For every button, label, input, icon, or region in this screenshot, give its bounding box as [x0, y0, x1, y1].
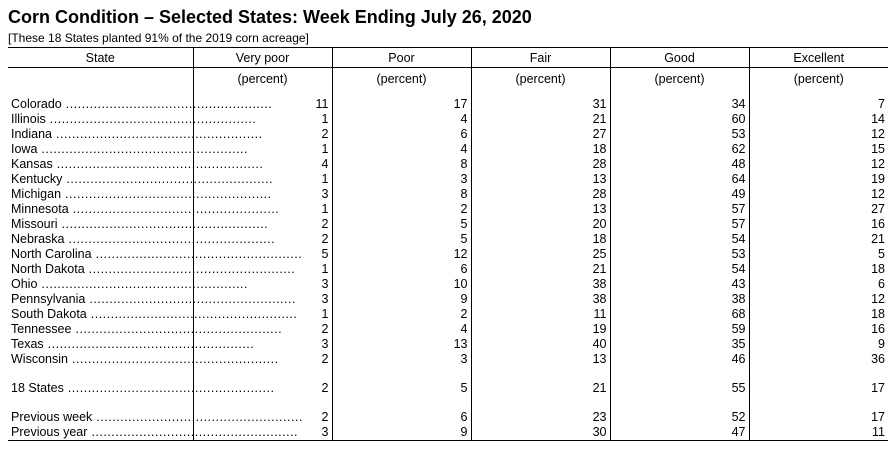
- value-cell-fair: 20: [471, 217, 610, 232]
- value-cell-very-poor: 3: [193, 277, 332, 292]
- value-cell-very-poor: 1: [193, 202, 332, 217]
- value-cell-good: 47: [610, 425, 749, 441]
- state-label-with-leader: [11, 352, 279, 367]
- leader-dots: ....................................................: [56, 157, 264, 171]
- state-cell: [8, 142, 248, 157]
- value-cell-excellent: 21: [749, 232, 888, 247]
- state-name: Previous year: [11, 425, 88, 439]
- value-cell-excellent: 14: [749, 112, 888, 127]
- leader-dots: ....................................................: [65, 97, 273, 111]
- header-row: [8, 48, 888, 68]
- state-label-with-leader: [11, 307, 298, 322]
- state-name: Wisconsin: [11, 352, 68, 366]
- total-row: [8, 367, 888, 396]
- unit-label: (percent): [471, 68, 610, 91]
- state-label-with-leader: [11, 410, 303, 425]
- state-name: Kansas: [11, 157, 53, 171]
- state-name: Iowa: [11, 142, 38, 156]
- state-cell: [8, 367, 275, 396]
- state-name: Ohio: [11, 277, 38, 291]
- value-cell-good: 38: [610, 292, 749, 307]
- leader-dots: ....................................................: [96, 410, 303, 424]
- value-cell-good: 60: [610, 112, 749, 127]
- column-header-very-poor: Very poor: [193, 48, 332, 68]
- state-cell: [8, 217, 269, 232]
- units-blank-cell: [8, 68, 193, 91]
- value-cell-excellent: 7: [749, 90, 888, 112]
- column-header-excellent: Excellent: [749, 48, 888, 68]
- column-header-good: Good: [610, 48, 749, 68]
- value-cell-excellent: 12: [749, 292, 888, 307]
- value-cell-good: 34: [610, 90, 749, 112]
- state-row: [8, 112, 888, 127]
- leader-dots: ....................................................: [75, 322, 283, 336]
- value-cell-fair: 11: [471, 307, 610, 322]
- value-cell-very-poor: 3: [193, 337, 332, 352]
- value-cell-very-poor: 2: [193, 396, 332, 425]
- value-cell-excellent: 19: [749, 172, 888, 187]
- state-label-with-leader: [11, 142, 248, 157]
- value-cell-poor: 2: [332, 202, 471, 217]
- state-row: [8, 90, 888, 112]
- state-row: [8, 352, 888, 367]
- state-name: Kentucky: [11, 172, 63, 186]
- value-cell-poor: 17: [332, 90, 471, 112]
- state-label-with-leader: [11, 277, 248, 292]
- value-cell-poor: 6: [332, 127, 471, 142]
- leader-dots: ....................................................: [72, 202, 280, 216]
- value-cell-good: 57: [610, 202, 749, 217]
- value-cell-poor: 12: [332, 247, 471, 262]
- state-cell: [8, 187, 272, 202]
- column-header-state: State: [8, 48, 193, 68]
- value-cell-fair: 28: [471, 157, 610, 172]
- value-cell-good: 54: [610, 232, 749, 247]
- state-label-with-leader: [11, 292, 296, 307]
- value-cell-fair: 21: [471, 367, 610, 396]
- state-label-with-leader: [11, 425, 299, 440]
- value-cell-fair: 28: [471, 187, 610, 202]
- state-name: Tennessee: [11, 322, 72, 336]
- value-cell-very-poor: 1: [193, 307, 332, 322]
- leader-dots: ....................................................: [95, 247, 303, 261]
- state-label-with-leader: [11, 381, 275, 396]
- value-cell-fair: 19: [471, 322, 610, 337]
- value-cell-very-poor: 3: [193, 292, 332, 307]
- state-row: [8, 247, 888, 262]
- value-cell-poor: 8: [332, 157, 471, 172]
- leader-dots: ....................................................: [71, 352, 279, 366]
- state-row: [8, 157, 888, 172]
- value-cell-good: 43: [610, 277, 749, 292]
- value-cell-fair: 31: [471, 90, 610, 112]
- state-label-with-leader: [11, 97, 273, 112]
- value-cell-very-poor: 1: [193, 142, 332, 157]
- state-cell: [8, 112, 257, 127]
- value-cell-poor: 5: [332, 217, 471, 232]
- state-name: Pennsylvania: [11, 292, 86, 306]
- leader-dots: ....................................................: [47, 337, 255, 351]
- value-cell-good: 48: [610, 157, 749, 172]
- leader-dots: ....................................................: [88, 262, 296, 276]
- state-cell: [8, 232, 276, 247]
- value-cell-excellent: 15: [749, 142, 888, 157]
- value-cell-poor: 9: [332, 425, 471, 441]
- page-subtitle: [These 18 States planted 91% of the 2019 corn acreage]: [8, 31, 309, 45]
- unit-label: (percent): [193, 68, 332, 91]
- value-cell-poor: 2: [332, 307, 471, 322]
- value-cell-fair: 18: [471, 142, 610, 157]
- value-cell-excellent: 12: [749, 187, 888, 202]
- value-cell-very-poor: 11: [193, 90, 332, 112]
- state-row: [8, 187, 888, 202]
- leader-dots: ....................................................: [67, 381, 275, 395]
- state-cell: [8, 337, 255, 352]
- page-title: Corn Condition – Selected States: Week Ending July 26, 2020: [8, 7, 532, 27]
- value-cell-fair: 13: [471, 352, 610, 367]
- value-cell-excellent: 16: [749, 217, 888, 232]
- state-row: [8, 307, 888, 322]
- state-row: [8, 232, 888, 247]
- value-cell-excellent: 18: [749, 307, 888, 322]
- value-cell-poor: 5: [332, 232, 471, 247]
- value-cell-fair: 13: [471, 172, 610, 187]
- column-header-poor: Poor: [332, 48, 471, 68]
- value-cell-excellent: 11: [749, 425, 888, 441]
- value-cell-very-poor: 2: [193, 232, 332, 247]
- value-cell-good: 54: [610, 262, 749, 277]
- value-cell-excellent: 16: [749, 322, 888, 337]
- leader-dots: ....................................................: [56, 127, 263, 141]
- value-cell-fair: 38: [471, 292, 610, 307]
- state-cell: [8, 90, 273, 112]
- value-cell-fair: 21: [471, 112, 610, 127]
- value-cell-poor: 3: [332, 352, 471, 367]
- state-name: Previous week: [11, 410, 93, 424]
- state-label-with-leader: [11, 127, 263, 142]
- leader-dots: ....................................................: [68, 232, 276, 246]
- state-row: [8, 262, 888, 277]
- value-cell-excellent: 17: [749, 367, 888, 396]
- value-cell-good: 53: [610, 247, 749, 262]
- state-row: [8, 202, 888, 217]
- value-cell-fair: 23: [471, 396, 610, 425]
- state-label-with-leader: [11, 187, 272, 202]
- value-cell-very-poor: 2: [193, 367, 332, 396]
- value-cell-good: 35: [610, 337, 749, 352]
- state-label-with-leader: [11, 157, 264, 172]
- state-row: [8, 337, 888, 352]
- state-label-with-leader: [11, 322, 283, 337]
- state-cell: [8, 172, 274, 187]
- state-row: [8, 292, 888, 307]
- unit-label: (percent): [610, 68, 749, 91]
- state-name: South Dakota: [11, 307, 87, 321]
- value-cell-excellent: 5: [749, 247, 888, 262]
- value-cell-excellent: 6: [749, 277, 888, 292]
- state-cell: [8, 307, 298, 322]
- value-cell-excellent: 9: [749, 337, 888, 352]
- value-cell-excellent: 36: [749, 352, 888, 367]
- state-name: Nebraska: [11, 232, 65, 246]
- value-cell-poor: 4: [332, 142, 471, 157]
- state-name: Illinois: [11, 112, 46, 126]
- state-label-with-leader: [11, 172, 274, 187]
- value-cell-excellent: 12: [749, 127, 888, 142]
- state-row: [8, 217, 888, 232]
- leader-dots: ....................................................: [49, 112, 257, 126]
- value-cell-poor: 6: [332, 396, 471, 425]
- value-cell-good: 59: [610, 322, 749, 337]
- value-cell-fair: 38: [471, 277, 610, 292]
- state-name: Colorado: [11, 97, 62, 111]
- leader-dots: ....................................................: [66, 172, 274, 186]
- value-cell-good: 49: [610, 187, 749, 202]
- value-cell-very-poor: 2: [193, 217, 332, 232]
- state-label-with-leader: [11, 262, 296, 277]
- state-cell: [8, 247, 303, 262]
- state-name: Minnesota: [11, 202, 69, 216]
- state-cell: [8, 127, 263, 142]
- state-cell: [8, 352, 279, 367]
- value-cell-very-poor: 1: [193, 262, 332, 277]
- state-label-with-leader: [11, 337, 255, 352]
- state-row: [8, 277, 888, 292]
- value-cell-very-poor: 3: [193, 425, 332, 441]
- state-name: Missouri: [11, 217, 58, 231]
- value-cell-poor: 13: [332, 337, 471, 352]
- value-cell-fair: 25: [471, 247, 610, 262]
- state-cell: [8, 396, 303, 425]
- previous-week-row: [8, 396, 888, 425]
- state-label-with-leader: [11, 112, 257, 127]
- value-cell-very-poor: 2: [193, 352, 332, 367]
- state-name: Michigan: [11, 187, 62, 201]
- state-cell: [8, 322, 283, 337]
- leader-dots: ....................................................: [90, 307, 298, 321]
- value-cell-good: 52: [610, 396, 749, 425]
- value-cell-very-poor: 2: [193, 322, 332, 337]
- value-cell-very-poor: 1: [193, 112, 332, 127]
- value-cell-very-poor: 1: [193, 172, 332, 187]
- value-cell-very-poor: 2: [193, 127, 332, 142]
- value-cell-excellent: 27: [749, 202, 888, 217]
- units-row: [8, 68, 888, 91]
- value-cell-fair: 18: [471, 232, 610, 247]
- state-name: Indiana: [11, 127, 53, 141]
- state-row: [8, 172, 888, 187]
- value-cell-excellent: 17: [749, 396, 888, 425]
- value-cell-poor: 9: [332, 292, 471, 307]
- value-cell-poor: 4: [332, 112, 471, 127]
- value-cell-fair: 13: [471, 202, 610, 217]
- state-cell: [8, 202, 280, 217]
- corn-condition-table: [8, 47, 888, 441]
- value-cell-very-poor: 5: [193, 247, 332, 262]
- leader-dots: ....................................................: [65, 187, 272, 201]
- value-cell-poor: 3: [332, 172, 471, 187]
- state-label-with-leader: [11, 232, 276, 247]
- state-name: Texas: [11, 337, 44, 351]
- value-cell-good: 55: [610, 367, 749, 396]
- leader-dots: ....................................................: [41, 142, 248, 156]
- value-cell-good: 64: [610, 172, 749, 187]
- state-cell: [8, 277, 248, 292]
- value-cell-good: 62: [610, 142, 749, 157]
- state-name: North Dakota: [11, 262, 85, 276]
- state-label-with-leader: [11, 217, 269, 232]
- state-cell: [8, 157, 264, 172]
- value-cell-good: 46: [610, 352, 749, 367]
- state-row: [8, 127, 888, 142]
- value-cell-good: 53: [610, 127, 749, 142]
- value-cell-very-poor: 4: [193, 157, 332, 172]
- value-cell-excellent: 12: [749, 157, 888, 172]
- state-row: [8, 322, 888, 337]
- value-cell-fair: 30: [471, 425, 610, 441]
- unit-label: (percent): [749, 68, 888, 91]
- value-cell-poor: 4: [332, 322, 471, 337]
- state-name: North Carolina: [11, 247, 92, 261]
- value-cell-excellent: 18: [749, 262, 888, 277]
- leader-dots: ....................................................: [41, 277, 248, 291]
- value-cell-fair: 40: [471, 337, 610, 352]
- state-cell: [8, 292, 296, 307]
- value-cell-fair: 27: [471, 127, 610, 142]
- state-cell: [8, 262, 296, 277]
- value-cell-poor: 6: [332, 262, 471, 277]
- leader-dots: ....................................................: [61, 217, 269, 231]
- state-label-with-leader: [11, 247, 303, 262]
- value-cell-poor: 8: [332, 187, 471, 202]
- state-name: 18 States: [11, 381, 64, 395]
- leader-dots: ....................................................: [91, 425, 299, 439]
- leader-dots: ....................................................: [89, 292, 296, 306]
- value-cell-good: 57: [610, 217, 749, 232]
- value-cell-fair: 21: [471, 262, 610, 277]
- state-row: [8, 142, 888, 157]
- state-label-with-leader: [11, 202, 280, 217]
- state-cell: [8, 425, 299, 441]
- column-header-fair: Fair: [471, 48, 610, 68]
- value-cell-very-poor: 3: [193, 187, 332, 202]
- value-cell-poor: 10: [332, 277, 471, 292]
- unit-label: (percent): [332, 68, 471, 91]
- value-cell-good: 68: [610, 307, 749, 322]
- previous-year-row: [8, 425, 888, 441]
- value-cell-poor: 5: [332, 367, 471, 396]
